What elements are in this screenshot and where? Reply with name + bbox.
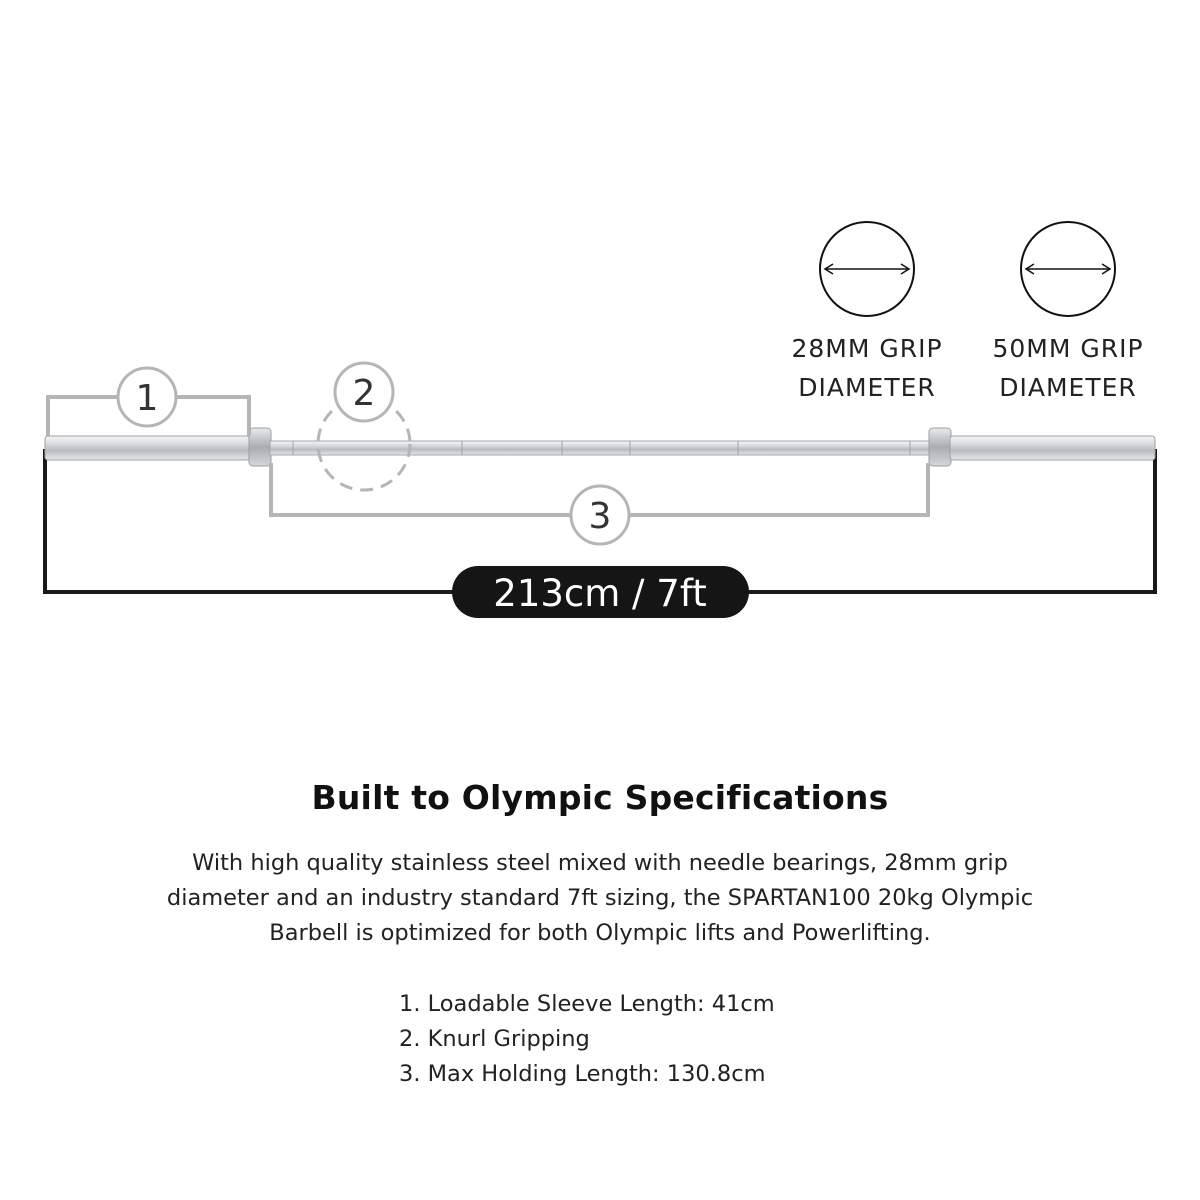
callout-1-label: 1 <box>135 378 159 419</box>
specs-description: With high quality stainless steel mixed with needle bearings, 28mm grip diameter and an industry standard 7ft sizing, the SPARTAN100 20kg Olympic Barbell is optimized for both Olympic lifts and Powerlifting. <box>166 850 1034 946</box>
total-length-label: 213cm / 7ft <box>493 572 707 615</box>
grip-50mm-label-line1: 50MM GRIP <box>992 334 1144 363</box>
feature-list <box>399 987 899 1092</box>
left-collar <box>249 428 271 466</box>
callout-3-label: 3 <box>588 496 612 537</box>
left-sleeve <box>45 436 250 460</box>
callout-2-label: 2 <box>352 373 376 414</box>
feature-item: 2. Knurl Gripping <box>399 1026 590 1052</box>
grip-28mm-label-line2: DIAMETER <box>798 373 936 402</box>
specs-title: Built to Olympic Specifications <box>311 778 889 817</box>
bar-shaft <box>270 441 931 455</box>
feature-item: 1. Loadable Sleeve Length: 41cm <box>399 991 775 1017</box>
feature-item: 3. Max Holding Length: 130.8cm <box>399 1061 766 1087</box>
grip-28mm-label-line1: 28MM GRIP <box>791 334 943 363</box>
grip-50mm-label-line2: DIAMETER <box>999 373 1137 402</box>
right-sleeve <box>950 436 1155 460</box>
right-collar <box>929 428 951 466</box>
